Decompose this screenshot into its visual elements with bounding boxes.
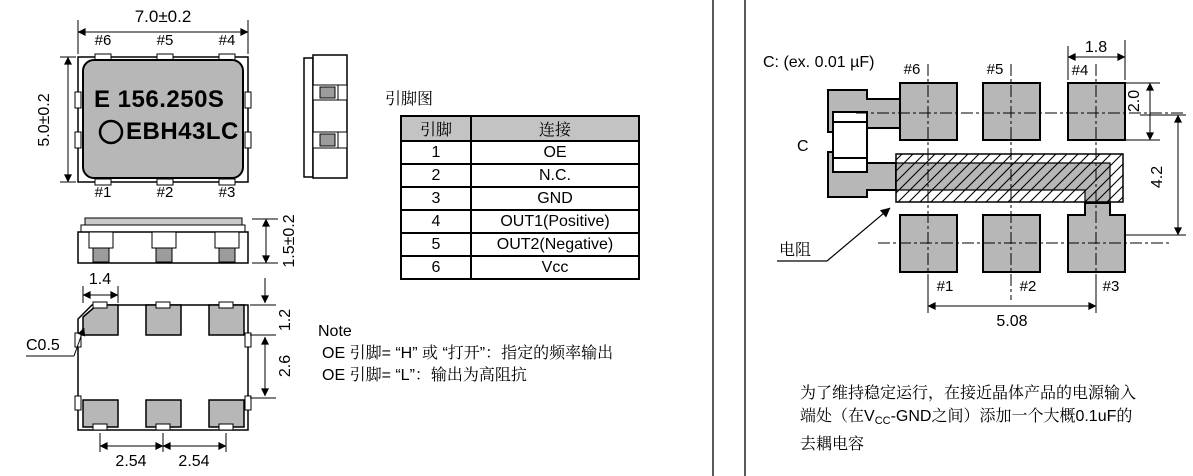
note-title: Note <box>318 323 352 340</box>
capacitor-body <box>833 112 867 172</box>
resistor-hatch-area <box>896 154 1123 202</box>
front-view-drawing <box>78 218 278 263</box>
pin-connection: N.C. <box>471 164 639 187</box>
land-pattern-drawing <box>777 40 1186 313</box>
dim-depth-label: 5.0±0.2 <box>36 93 53 147</box>
decoupling-note-line: 为了维持稳定运行，在接近晶体产品的电源输入 <box>800 385 1137 402</box>
dim-depth-lines <box>60 57 76 182</box>
dim-pad-depth-label: 1.2 <box>277 308 294 332</box>
table-row <box>401 141 639 164</box>
pin-table <box>400 115 640 280</box>
land-pad-label: #3 <box>1102 278 1120 295</box>
land-pad-label: #4 <box>1071 62 1089 79</box>
pin-connection: OUT1(Positive) <box>471 210 639 233</box>
pin-label-top: #5 <box>156 32 174 49</box>
pin-table-title: 引脚图 <box>385 91 434 108</box>
pin-number: 2 <box>401 164 471 187</box>
bottom-view-drawing <box>26 278 276 452</box>
dim-land-pad-height-label: 2.0 <box>1126 89 1143 113</box>
dim-pitch-label: 2.54 <box>115 453 147 470</box>
table-row <box>401 210 639 233</box>
resistor-label: 电阻 <box>779 242 812 259</box>
side-view-drawing <box>304 55 347 178</box>
dim-thickness-label: 1.5±0.2 <box>281 214 298 268</box>
capacitor-value-note: C: (ex. 0.01 µF) <box>763 54 875 71</box>
dim-thickness-lines <box>252 219 278 263</box>
pin-number: 1 <box>401 141 471 164</box>
note-line: OE 引脚= “L”：输出为高阻抗 <box>322 367 527 384</box>
pin-label-top: #4 <box>218 32 236 49</box>
table-row <box>401 187 639 210</box>
pin-table-header-pin: 引脚 <box>401 116 471 141</box>
pin-number: 4 <box>401 210 471 233</box>
dim-land-pad-width-label: 1.8 <box>1084 39 1108 56</box>
decoupling-note-line: 去耦电容 <box>800 436 865 453</box>
decoupling-note <box>800 382 1170 456</box>
package-marking-frequency: E 156.250S <box>94 86 225 113</box>
dim-pitch-label: 2.54 <box>178 453 210 470</box>
pin-number: 3 <box>401 187 471 210</box>
page-divider <box>713 0 745 476</box>
decoupling-note-line: 端处（在$V_{CC}$-GND之间）添加一个大概0.1uF的 <box>800 408 1133 427</box>
land-pad-label: #2 <box>1019 278 1037 295</box>
dim-width-label: 7.0±0.2 <box>134 7 192 26</box>
pin-connection: OUT2(Negative) <box>471 233 639 256</box>
table-row <box>401 233 639 256</box>
pin-label-bottom: #1 <box>94 184 112 201</box>
pin-label-bottom: #2 <box>156 184 174 201</box>
land-pad-label: #1 <box>936 278 954 295</box>
pin-number: 6 <box>401 256 471 279</box>
chamfer-label: C0.5 <box>26 337 60 354</box>
note-line: OE 引脚= “H” 或 “打开”：指定的频率输出 <box>322 345 614 362</box>
vcc-subscript: CC <box>874 415 891 427</box>
capacitor-ref-label: C <box>797 138 809 155</box>
dim-row-gap-label: 2.6 <box>277 354 294 378</box>
pin-connection: Vcc <box>471 256 639 279</box>
land-pad-label: #5 <box>986 61 1004 78</box>
pin-label-bottom: #3 <box>218 184 236 201</box>
pin-connection: GND <box>471 187 639 210</box>
table-row <box>401 256 639 279</box>
pin-label-top: #6 <box>94 32 112 49</box>
pin-connection: OE <box>471 141 639 164</box>
dim-land-col-span-label: 5.08 <box>996 313 1028 330</box>
dim-pad-width-label: 1.4 <box>88 271 112 288</box>
land-pad-label: #6 <box>903 61 921 78</box>
pin-number: 5 <box>401 233 471 256</box>
pin-table-header-connection: 连接 <box>471 116 639 141</box>
package-marking-model: EBH43LC <box>126 118 239 145</box>
table-row <box>401 164 639 187</box>
dim-land-row-span-label: 4.2 <box>1149 165 1166 189</box>
pin-table-header-row <box>401 116 639 141</box>
